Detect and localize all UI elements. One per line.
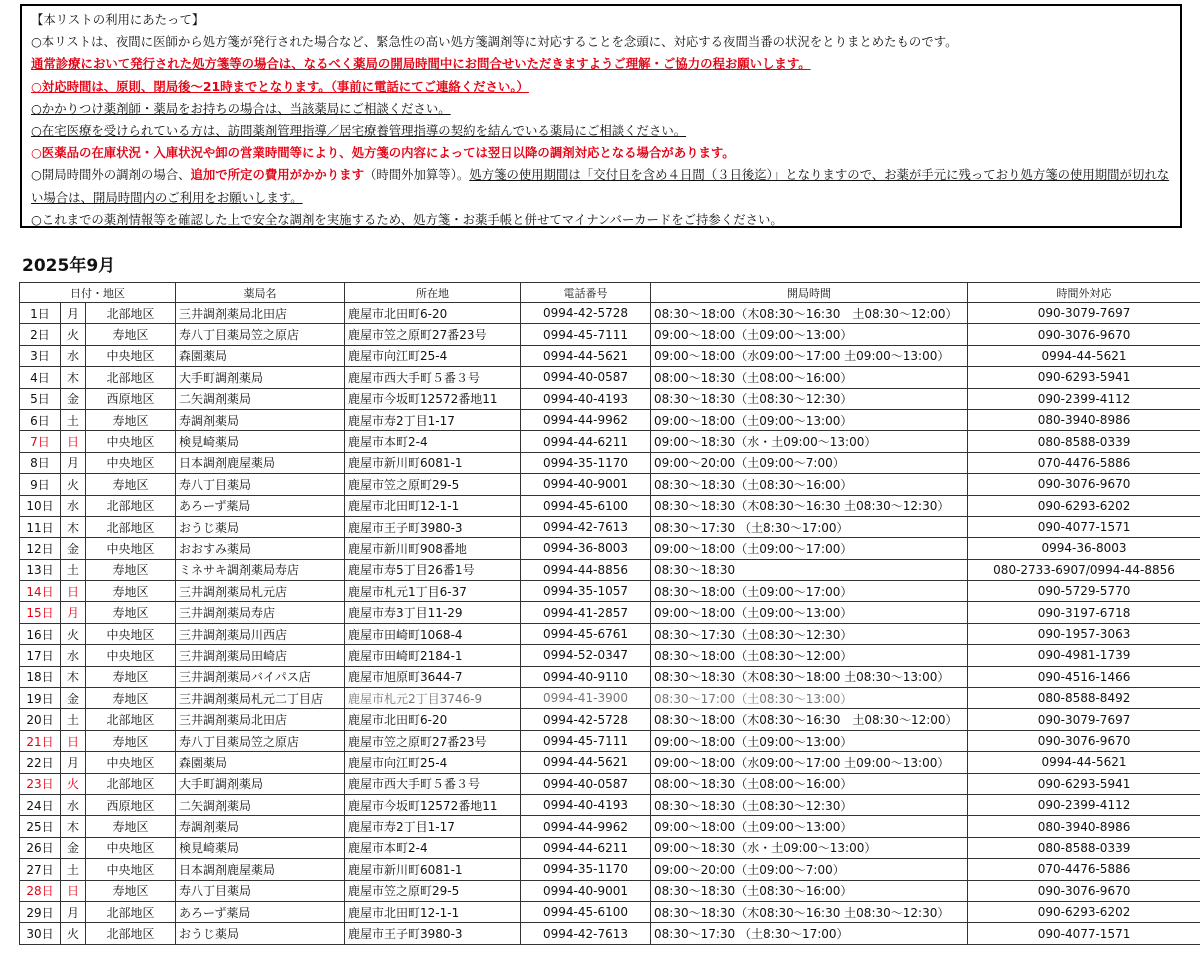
- cell-day: 8日: [20, 452, 61, 473]
- cell-weekday: 月: [61, 901, 86, 922]
- cell-address: 鹿屋市札元2丁目3746-9: [345, 688, 521, 709]
- table-row: [20, 516, 1200, 537]
- cell-day: 28日: [20, 880, 61, 901]
- cell-phone: 0994-44-5621: [521, 345, 651, 366]
- cell-after-hours-contact: 090-3079-7697: [968, 709, 1200, 730]
- cell-hours: 09:00～18:00（土09:00～13:00）: [651, 324, 968, 345]
- cell-area: 北部地区: [86, 495, 176, 516]
- cell-phone: 0994-40-4193: [521, 794, 651, 815]
- cell-phone: 0994-52-0347: [521, 645, 651, 666]
- cell-phone: 0994-45-7111: [521, 730, 651, 751]
- cell-phone: 0994-42-7613: [521, 516, 651, 537]
- cell-hours: 09:00～18:00（土09:00～13:00）: [651, 602, 968, 623]
- cell-after-hours-contact: 080-3940-8986: [968, 409, 1200, 430]
- cell-area: 中央地区: [86, 837, 176, 858]
- cell-area: 北部地区: [86, 709, 176, 730]
- notice-family-pharmacy: ○かかりつけ薬剤師・薬局をお持ちの場合は、当該薬局にご相談ください。: [31, 100, 451, 116]
- cell-day: 19日: [20, 688, 61, 709]
- cell-pharmacy-name: 検見崎薬局: [176, 837, 345, 858]
- cell-phone: 0994-42-7613: [521, 923, 651, 944]
- cell-address: 鹿屋市寿5丁目26番1号: [345, 559, 521, 580]
- cell-address: 鹿屋市新川町6081-1: [345, 452, 521, 473]
- header-date-area: 日付・地区: [20, 283, 176, 303]
- cell-address: 鹿屋市笠之原町27番23号: [345, 730, 521, 751]
- cell-pharmacy-name: 三井調剤薬局川西店: [176, 623, 345, 644]
- cell-phone: 0994-44-5621: [521, 752, 651, 773]
- cell-area: 中央地区: [86, 645, 176, 666]
- cell-after-hours-contact: 090-4981-1739: [968, 645, 1200, 666]
- cell-phone: 0994-40-9001: [521, 474, 651, 495]
- cell-pharmacy-name: 寿八丁目薬局笠之原店: [176, 730, 345, 751]
- cell-hours: 09:00～18:30（水・土09:00～13:00）: [651, 431, 968, 452]
- cell-area: 寿地区: [86, 581, 176, 602]
- cell-area: 中央地区: [86, 345, 176, 366]
- cell-after-hours-contact: 080-8588-8492: [968, 688, 1200, 709]
- cell-area: 北部地区: [86, 901, 176, 922]
- table-row: [20, 495, 1200, 516]
- cell-hours: 09:00～18:30（水・土09:00～13:00）: [651, 837, 968, 858]
- cell-weekday: 水: [61, 495, 86, 516]
- cell-area: 中央地区: [86, 623, 176, 644]
- cell-weekday: 日: [61, 581, 86, 602]
- table-row: [20, 409, 1200, 430]
- cell-address: 鹿屋市田崎町2184-1: [345, 645, 521, 666]
- table-row: [20, 538, 1200, 559]
- cell-address: 鹿屋市向江町25-4: [345, 752, 521, 773]
- table-row: [20, 474, 1200, 495]
- cell-after-hours-contact: 0994-36-8003: [968, 538, 1200, 559]
- cell-address: 鹿屋市笠之原町29-5: [345, 474, 521, 495]
- cell-address: 鹿屋市今坂町12572番地11: [345, 388, 521, 409]
- cell-day: 24日: [20, 794, 61, 815]
- cell-hours: 09:00～18:00（土09:00～17:00）: [651, 538, 968, 559]
- cell-pharmacy-name: 二矢調剤薬局: [176, 794, 345, 815]
- cell-address: 鹿屋市向江町25-4: [345, 345, 521, 366]
- cell-pharmacy-name: 寿八丁目薬局: [176, 880, 345, 901]
- cell-day: 29日: [20, 901, 61, 922]
- cell-hours: 08:30～18:00（土09:00～17:00）: [651, 581, 968, 602]
- cell-pharmacy-name: あろーず薬局: [176, 901, 345, 922]
- cell-phone: 0994-44-9962: [521, 816, 651, 837]
- table-row: [20, 303, 1200, 324]
- notice-additional-fee: 追加で所定の費用がかかります: [190, 167, 364, 183]
- cell-hours: 08:00～18:30（土08:00～16:00）: [651, 367, 968, 388]
- cell-area: 中央地区: [86, 752, 176, 773]
- cell-pharmacy-name: 三井調剤薬局札元二丁目店: [176, 688, 345, 709]
- cell-pharmacy-name: 日本調剤鹿屋薬局: [176, 452, 345, 473]
- cell-phone: 0994-40-4193: [521, 388, 651, 409]
- cell-day: 13日: [20, 559, 61, 580]
- notice-fee-note: （時間外加算等）。: [363, 167, 470, 183]
- cell-address: 鹿屋市西大手町５番３号: [345, 367, 521, 388]
- cell-day: 14日: [20, 581, 61, 602]
- cell-area: 寿地区: [86, 409, 176, 430]
- cell-after-hours-contact: 080-8588-0339: [968, 837, 1200, 858]
- notice-purpose: ○本リストは、夜間に医師から処方箋が発行された場合など、緊急性の高い処方箋調剤等に対応することを念頭に、対応する夜間当番の状況をとりまとめたものです。: [31, 34, 958, 50]
- cell-address: 鹿屋市北田町12-1-1: [345, 901, 521, 922]
- cell-pharmacy-name: 日本調剤鹿屋薬局: [176, 859, 345, 880]
- cell-after-hours-contact: 080-2733-6907/0994-44-8856: [968, 559, 1200, 580]
- cell-address: 鹿屋市本町2-4: [345, 837, 521, 858]
- table-row: [20, 666, 1200, 687]
- cell-hours: 08:30～18:00（土08:30～12:00）: [651, 645, 968, 666]
- cell-area: 西原地区: [86, 388, 176, 409]
- cell-weekday: 木: [61, 516, 86, 537]
- cell-weekday: 日: [61, 880, 86, 901]
- cell-weekday: 火: [61, 773, 86, 794]
- cell-area: 北部地区: [86, 367, 176, 388]
- cell-pharmacy-name: 三井調剤薬局寿店: [176, 602, 345, 623]
- cell-day: 27日: [20, 859, 61, 880]
- cell-phone: 0994-45-6761: [521, 623, 651, 644]
- cell-phone: 0994-45-6100: [521, 901, 651, 922]
- cell-pharmacy-name: あろーず薬局: [176, 495, 345, 516]
- cell-phone: 0994-45-7111: [521, 324, 651, 345]
- table-row: [20, 431, 1200, 452]
- header-hours: 開局時間: [651, 283, 968, 303]
- cell-after-hours-contact: 090-6293-6202: [968, 901, 1200, 922]
- cell-pharmacy-name: 三井調剤薬局札元店: [176, 581, 345, 602]
- cell-day: 10日: [20, 495, 61, 516]
- cell-address: 鹿屋市今坂町12572番地11: [345, 794, 521, 815]
- cell-hours: 08:30～17:30（土08:30～12:30）: [651, 623, 968, 644]
- table-row: [20, 923, 1200, 944]
- cell-after-hours-contact: 090-6293-6202: [968, 495, 1200, 516]
- cell-address: 鹿屋市王子町3980-3: [345, 516, 521, 537]
- table-row: [20, 816, 1200, 837]
- cell-hours: 08:30～17:00（土08:30～13:00）: [651, 688, 968, 709]
- cell-day: 9日: [20, 474, 61, 495]
- cell-area: 寿地区: [86, 880, 176, 901]
- cell-hours: 08:30～18:00（木08:30～16:30 土08:30～12:00）: [651, 303, 968, 324]
- cell-day: 30日: [20, 923, 61, 944]
- cell-weekday: 月: [61, 452, 86, 473]
- cell-weekday: 日: [61, 431, 86, 452]
- cell-area: 北部地区: [86, 923, 176, 944]
- cell-phone: 0994-44-6211: [521, 431, 651, 452]
- cell-weekday: 水: [61, 645, 86, 666]
- notice-stock-status: ○医薬品の在庫状況・入庫状況や卸の営業時間等により、処方箋の内容によっては翌日以降の調剤対応となる場合があります。: [31, 145, 735, 161]
- cell-address: 鹿屋市王子町3980-3: [345, 923, 521, 944]
- cell-pharmacy-name: 寿調剤薬局: [176, 816, 345, 837]
- cell-pharmacy-name: 三井調剤薬局田崎店: [176, 645, 345, 666]
- cell-hours: 08:30～18:30（土08:30～12:30）: [651, 388, 968, 409]
- cell-weekday: 金: [61, 837, 86, 858]
- cell-area: 寿地区: [86, 324, 176, 345]
- cell-area: 寿地区: [86, 730, 176, 751]
- notice-business-hours-request: 通常診療において発行された処方箋等の場合は、なるべく薬局の開局時間中にお問合せいただきますようご理解・ご協力の程お願いします。: [31, 56, 811, 72]
- cell-pharmacy-name: 三井調剤薬局北田店: [176, 709, 345, 730]
- cell-weekday: 月: [61, 303, 86, 324]
- table-row: [20, 324, 1200, 345]
- cell-pharmacy-name: 大手町調剤薬局: [176, 773, 345, 794]
- cell-hours: 08:30～18:30（土08:30～12:30）: [651, 794, 968, 815]
- cell-weekday: 水: [61, 345, 86, 366]
- cell-area: 北部地区: [86, 516, 176, 537]
- cell-pharmacy-name: 寿調剤薬局: [176, 409, 345, 430]
- cell-area: 中央地区: [86, 859, 176, 880]
- cell-day: 12日: [20, 538, 61, 559]
- cell-phone: 0994-35-1170: [521, 859, 651, 880]
- cell-day: 7日: [20, 431, 61, 452]
- cell-weekday: 木: [61, 666, 86, 687]
- cell-day: 23日: [20, 773, 61, 794]
- cell-weekday: 火: [61, 923, 86, 944]
- table-row: [20, 794, 1200, 815]
- notice-heading: 【本リストの利用にあたって】: [31, 12, 205, 27]
- cell-after-hours-contact: 090-6293-5941: [968, 367, 1200, 388]
- cell-after-hours-contact: 090-3076-9670: [968, 880, 1200, 901]
- cell-weekday: 火: [61, 324, 86, 345]
- table-row: [20, 730, 1200, 751]
- cell-day: 5日: [20, 388, 61, 409]
- cell-day: 4日: [20, 367, 61, 388]
- header-after-hours: 時間外対応: [968, 283, 1200, 303]
- cell-hours: 09:00～20:00（土09:00～7:00）: [651, 452, 968, 473]
- notice-my-number-card: ○これまでの薬剤情報等を確認した上で安全な調剤を実施するため、処方箋・お薬手帳と併せてマイナンバーカードをご持参ください。: [31, 211, 783, 227]
- cell-day: 11日: [20, 516, 61, 537]
- cell-weekday: 火: [61, 474, 86, 495]
- month-title: 2025年9月: [22, 256, 116, 276]
- table-row: [20, 559, 1200, 580]
- cell-address: 鹿屋市旭原町3644-7: [345, 666, 521, 687]
- cell-address: 鹿屋市北田町12-1-1: [345, 495, 521, 516]
- cell-hours: 09:00～18:00（水09:00～17:00 土09:00～13:00）: [651, 345, 968, 366]
- cell-pharmacy-name: おうじ薬局: [176, 516, 345, 537]
- cell-address: 鹿屋市北田町6-20: [345, 303, 521, 324]
- header-phone: 電話番号: [521, 283, 651, 303]
- cell-pharmacy-name: ミネサキ調剤薬局寿店: [176, 559, 345, 580]
- cell-after-hours-contact: 0994-44-5621: [968, 345, 1200, 366]
- cell-phone: 0994-41-3900: [521, 688, 651, 709]
- cell-pharmacy-name: 二矢調剤薬局: [176, 388, 345, 409]
- cell-area: 寿地区: [86, 559, 176, 580]
- cell-after-hours-contact: 090-3076-9670: [968, 324, 1200, 345]
- cell-weekday: 土: [61, 859, 86, 880]
- cell-area: 西原地区: [86, 794, 176, 815]
- cell-pharmacy-name: おおすみ薬局: [176, 538, 345, 559]
- cell-address: 鹿屋市新川町6081-1: [345, 859, 521, 880]
- cell-after-hours-contact: 090-4077-1571: [968, 516, 1200, 537]
- cell-hours: 08:30～18:00（木08:30～16:30 土08:30～12:00）: [651, 709, 968, 730]
- cell-area: 寿地区: [86, 474, 176, 495]
- cell-pharmacy-name: 森園薬局: [176, 752, 345, 773]
- cell-after-hours-contact: 090-4077-1571: [968, 923, 1200, 944]
- cell-weekday: 月: [61, 602, 86, 623]
- cell-hours: 08:00～18:30（土08:00～16:00）: [651, 773, 968, 794]
- cell-pharmacy-name: 三井調剤薬局バイパス店: [176, 666, 345, 687]
- cell-address: 鹿屋市寿2丁目1-17: [345, 816, 521, 837]
- table-row: [20, 602, 1200, 623]
- cell-weekday: 土: [61, 559, 86, 580]
- cell-after-hours-contact: 080-3940-8986: [968, 816, 1200, 837]
- table-row: [20, 773, 1200, 794]
- table-row: [20, 688, 1200, 709]
- cell-day: 21日: [20, 730, 61, 751]
- cell-after-hours-contact: 090-1957-3063: [968, 623, 1200, 644]
- cell-area: 寿地区: [86, 602, 176, 623]
- cell-day: 6日: [20, 409, 61, 430]
- cell-pharmacy-name: 寿八丁目薬局: [176, 474, 345, 495]
- cell-hours: 08:30～18:30（土08:30～16:00）: [651, 880, 968, 901]
- table-row: [20, 837, 1200, 858]
- notice-home-care: ○在宅医療を受けられている方は、訪問薬剤管理指導／居宅療養管理指導の契約を結んでいる薬局にご相談ください。: [31, 123, 687, 139]
- cell-day: 22日: [20, 752, 61, 773]
- table-row: [20, 581, 1200, 602]
- cell-day: 17日: [20, 645, 61, 666]
- cell-weekday: 水: [61, 794, 86, 815]
- cell-pharmacy-name: 森園薬局: [176, 345, 345, 366]
- cell-weekday: 火: [61, 623, 86, 644]
- cell-phone: 0994-40-9110: [521, 666, 651, 687]
- cell-phone: 0994-45-6100: [521, 495, 651, 516]
- cell-pharmacy-name: 検見崎薬局: [176, 431, 345, 452]
- table-row: [20, 452, 1200, 473]
- cell-weekday: 金: [61, 688, 86, 709]
- night-duty-table: [19, 282, 1200, 945]
- cell-area: 寿地区: [86, 816, 176, 837]
- cell-phone: 0994-36-8003: [521, 538, 651, 559]
- cell-after-hours-contact: 090-3197-6718: [968, 602, 1200, 623]
- cell-address: 鹿屋市田崎町1068-4: [345, 623, 521, 644]
- table-row: [20, 880, 1200, 901]
- cell-day: 25日: [20, 816, 61, 837]
- cell-after-hours-contact: 090-3079-7697: [968, 303, 1200, 324]
- notice-prescription-validity: 処方箋の使用期間は「交付日を含め４日間（３日後迄）」となりますので、お薬が手元に残っており処方箋の使用期間が切れない場合は、開局時間内のご利用をお願いします。: [31, 167, 1170, 205]
- table-row: [20, 901, 1200, 922]
- cell-after-hours-contact: 070-4476-5886: [968, 859, 1200, 880]
- cell-area: 中央地区: [86, 452, 176, 473]
- notice-after-hours-fee-intro: ○開局時間外の調剤の場合、: [31, 167, 191, 183]
- cell-hours: 09:00～18:00（土09:00～13:00）: [651, 409, 968, 430]
- cell-weekday: 木: [61, 367, 86, 388]
- cell-after-hours-contact: 080-8588-0339: [968, 431, 1200, 452]
- header-address: 所在地: [345, 283, 521, 303]
- cell-day: 20日: [20, 709, 61, 730]
- cell-after-hours-contact: 090-4516-1466: [968, 666, 1200, 687]
- cell-after-hours-contact: 090-3076-9670: [968, 730, 1200, 751]
- cell-hours: 08:30～18:30（木08:30～18:00 土08:30～13:00）: [651, 666, 968, 687]
- cell-after-hours-contact: 090-2399-4112: [968, 388, 1200, 409]
- cell-day: 16日: [20, 623, 61, 644]
- cell-after-hours-contact: 090-3076-9670: [968, 474, 1200, 495]
- cell-phone: 0994-44-8856: [521, 559, 651, 580]
- cell-hours: 08:30～18:30（木08:30～16:30 土08:30～12:30）: [651, 901, 968, 922]
- cell-phone: 0994-40-0587: [521, 773, 651, 794]
- cell-after-hours-contact: 090-2399-4112: [968, 794, 1200, 815]
- cell-weekday: 日: [61, 730, 86, 751]
- cell-day: 3日: [20, 345, 61, 366]
- cell-weekday: 土: [61, 709, 86, 730]
- table-row: [20, 709, 1200, 730]
- cell-phone: 0994-42-5728: [521, 709, 651, 730]
- cell-hours: 09:00～18:00（土09:00～13:00）: [651, 816, 968, 837]
- table-row: [20, 623, 1200, 644]
- cell-phone: 0994-35-1170: [521, 452, 651, 473]
- cell-phone: 0994-40-0587: [521, 367, 651, 388]
- cell-address: 鹿屋市札元1丁目6-37: [345, 581, 521, 602]
- cell-address: 鹿屋市北田町6-20: [345, 709, 521, 730]
- cell-weekday: 金: [61, 388, 86, 409]
- cell-phone: 0994-40-9001: [521, 880, 651, 901]
- table-row: [20, 345, 1200, 366]
- table-row: [20, 367, 1200, 388]
- cell-area: 中央地区: [86, 431, 176, 452]
- cell-pharmacy-name: 大手町調剤薬局: [176, 367, 345, 388]
- cell-after-hours-contact: 090-5729-5770: [968, 581, 1200, 602]
- cell-hours: 08:30～18:30（土08:30～16:00）: [651, 474, 968, 495]
- cell-hours: 09:00～20:00（土09:00～7:00）: [651, 859, 968, 880]
- cell-phone: 0994-44-6211: [521, 837, 651, 858]
- table-row: [20, 388, 1200, 409]
- cell-pharmacy-name: 三井調剤薬局北田店: [176, 303, 345, 324]
- cell-address: 鹿屋市本町2-4: [345, 431, 521, 452]
- cell-weekday: 土: [61, 409, 86, 430]
- cell-pharmacy-name: 寿八丁目薬局笠之原店: [176, 324, 345, 345]
- table-row: [20, 859, 1200, 880]
- table-header-row: [20, 283, 1200, 303]
- cell-phone: 0994-44-9962: [521, 409, 651, 430]
- cell-day: 15日: [20, 602, 61, 623]
- cell-weekday: 月: [61, 752, 86, 773]
- table-row: [20, 752, 1200, 773]
- cell-hours: 08:30～17:30 （土8:30～17:00）: [651, 516, 968, 537]
- table-row: [20, 645, 1200, 666]
- notice-after-hours-fee: [31, 164, 1172, 208]
- cell-weekday: 金: [61, 538, 86, 559]
- cell-area: 北部地区: [86, 773, 176, 794]
- cell-day: 26日: [20, 837, 61, 858]
- cell-hours: 08:30～18:30（木08:30～16:30 土08:30～12:30）: [651, 495, 968, 516]
- cell-phone: 0994-35-1057: [521, 581, 651, 602]
- cell-address: 鹿屋市寿2丁目1-17: [345, 409, 521, 430]
- cell-address: 鹿屋市寿3丁目11-29: [345, 602, 521, 623]
- cell-area: 中央地区: [86, 538, 176, 559]
- cell-address: 鹿屋市笠之原町29-5: [345, 880, 521, 901]
- cell-area: 寿地区: [86, 666, 176, 687]
- cell-address: 鹿屋市笠之原町27番23号: [345, 324, 521, 345]
- cell-area: 寿地区: [86, 688, 176, 709]
- cell-area: 北部地区: [86, 303, 176, 324]
- cell-phone: 0994-42-5728: [521, 303, 651, 324]
- usage-notice-box: [20, 4, 1182, 228]
- cell-pharmacy-name: おうじ薬局: [176, 923, 345, 944]
- cell-address: 鹿屋市新川町908番地: [345, 538, 521, 559]
- cell-after-hours-contact: 0994-44-5621: [968, 752, 1200, 773]
- cell-hours: 08:30～18:30: [651, 559, 968, 580]
- cell-after-hours-contact: 070-4476-5886: [968, 452, 1200, 473]
- cell-day: 18日: [20, 666, 61, 687]
- cell-hours: 09:00～18:00（水09:00～17:00 土09:00～13:00）: [651, 752, 968, 773]
- cell-hours: 09:00～18:00（土09:00～13:00）: [651, 730, 968, 751]
- notice-service-hours: ○対応時間は、原則、閉局後～21時までとなります。（事前に電話にてご連絡ください。）: [31, 78, 529, 94]
- cell-day: 1日: [20, 303, 61, 324]
- cell-after-hours-contact: 090-6293-5941: [968, 773, 1200, 794]
- header-pharmacy: 薬局名: [176, 283, 345, 303]
- cell-weekday: 木: [61, 816, 86, 837]
- cell-day: 2日: [20, 324, 61, 345]
- cell-hours: 08:30～17:30 （土8:30～17:00）: [651, 923, 968, 944]
- cell-phone: 0994-41-2857: [521, 602, 651, 623]
- cell-address: 鹿屋市西大手町５番３号: [345, 773, 521, 794]
